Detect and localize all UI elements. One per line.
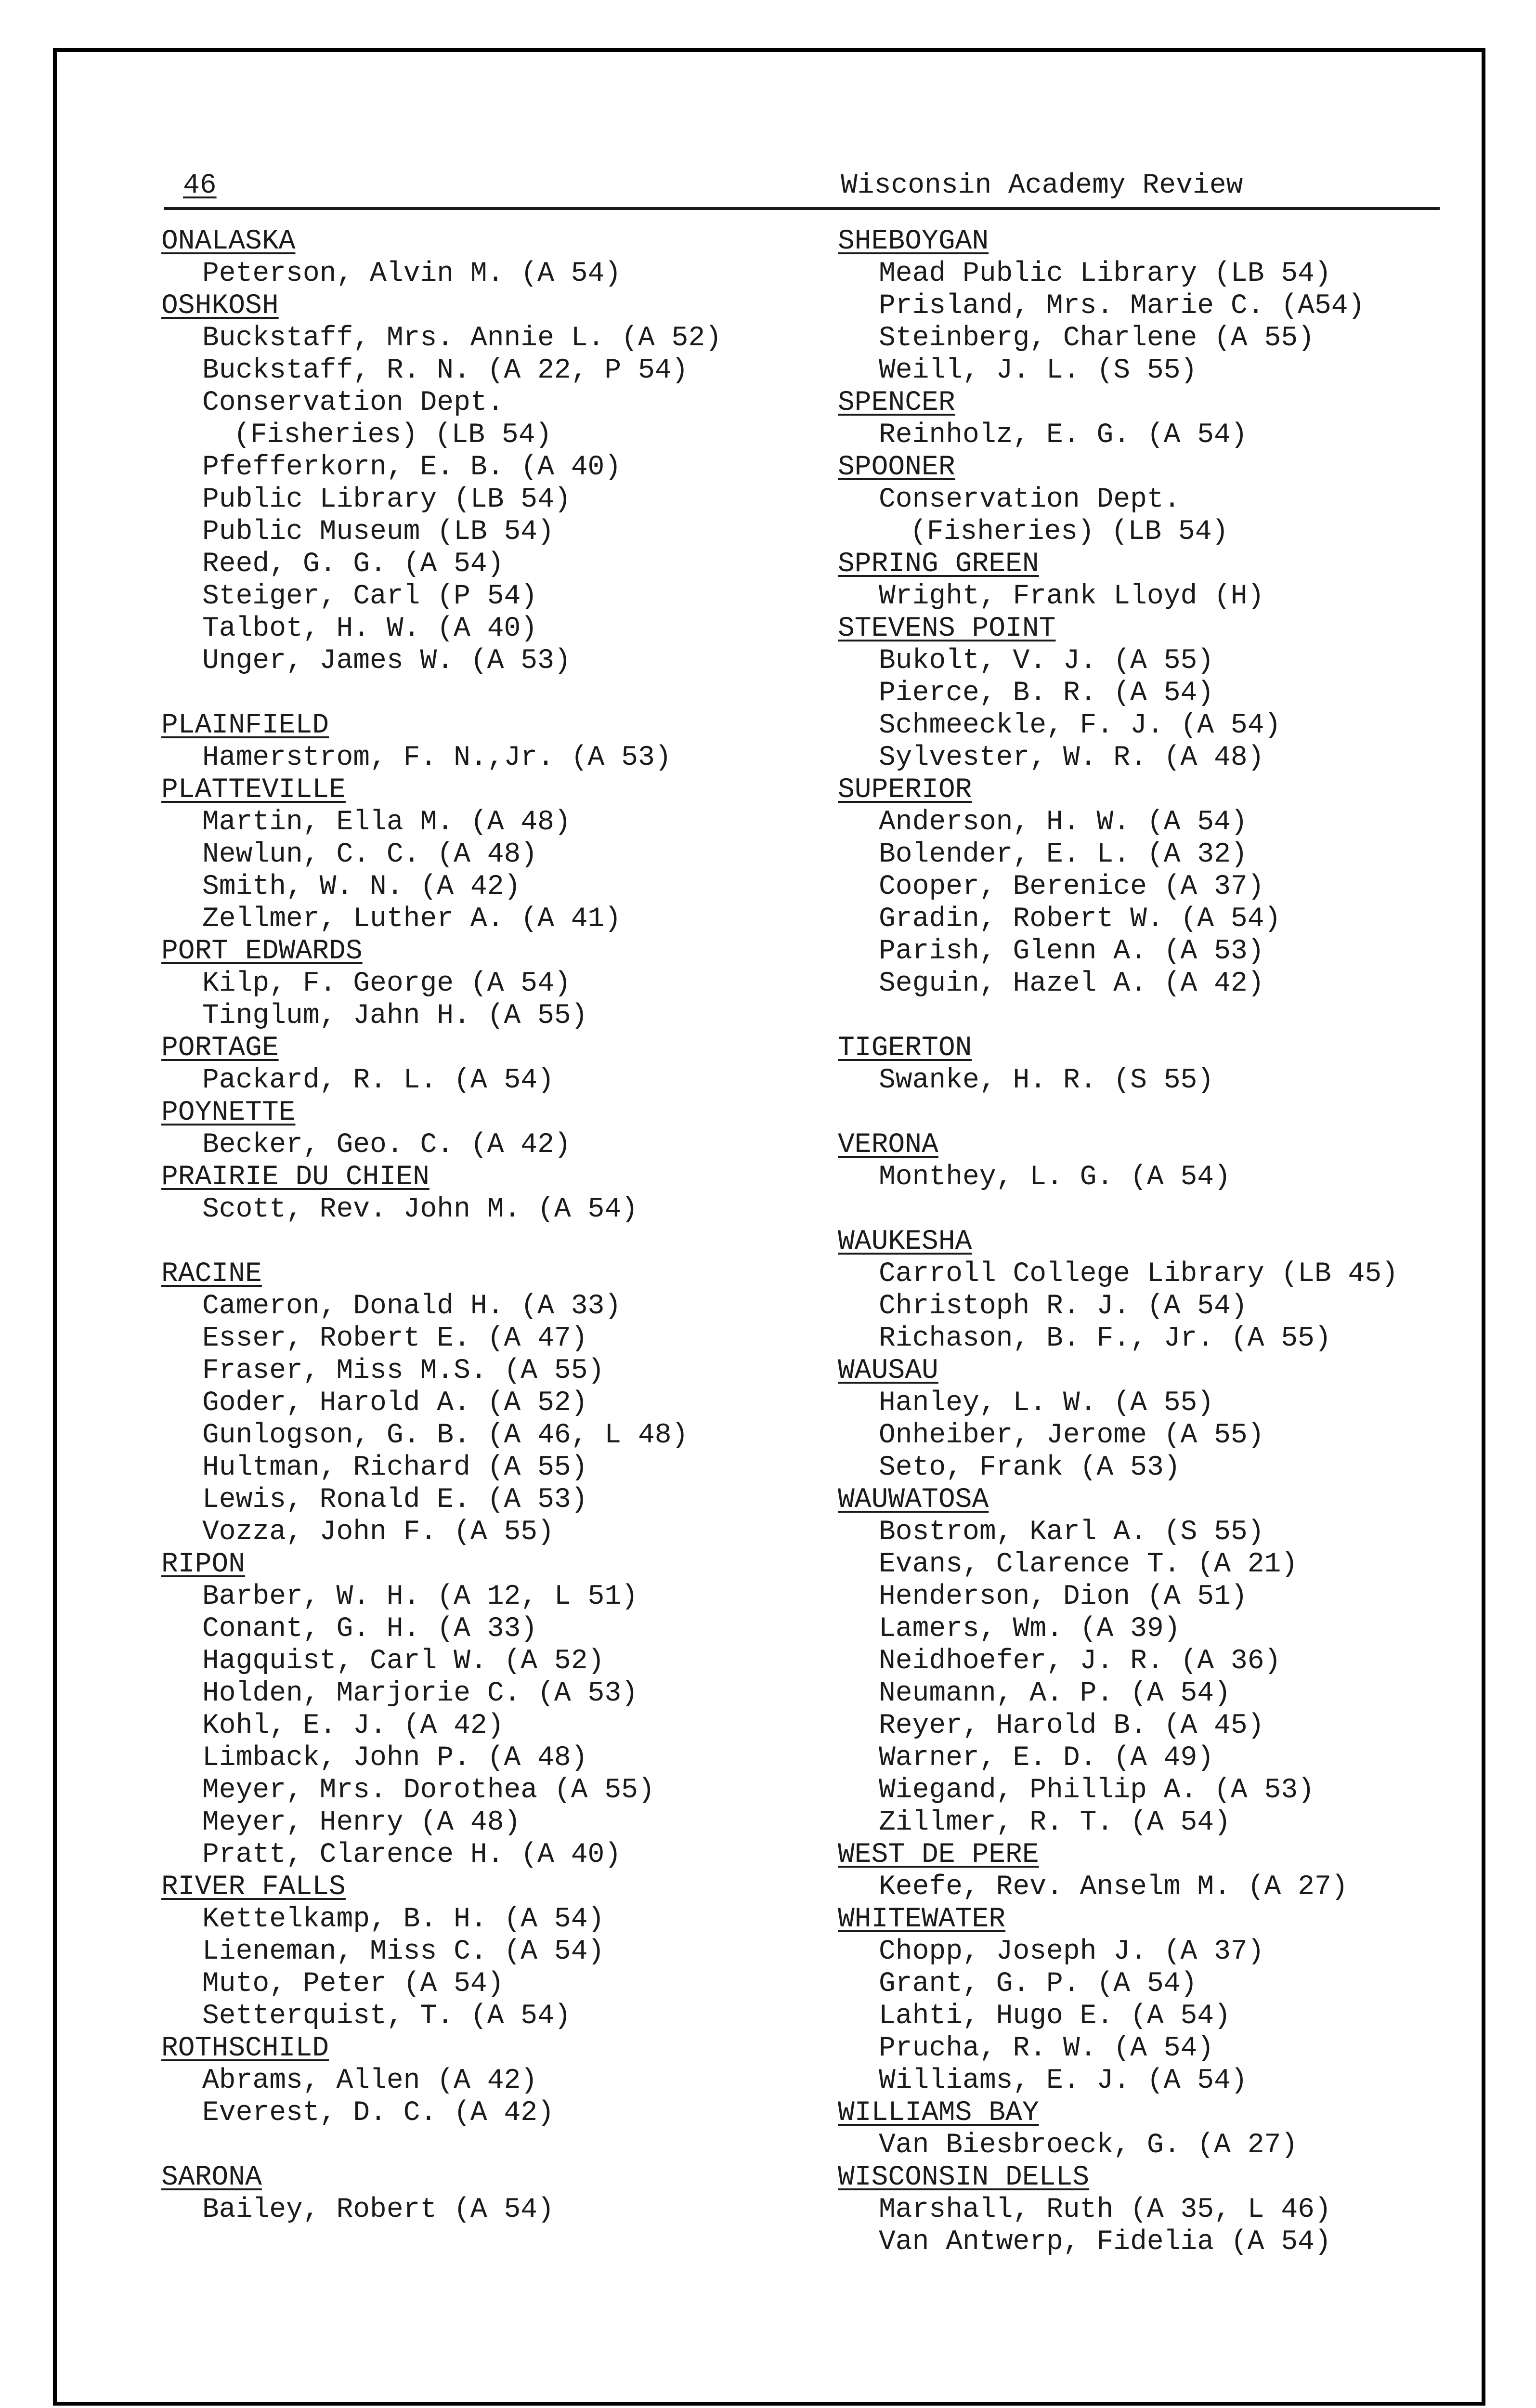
member-entry-line (161, 1581, 797, 1613)
member-entry: Goder, Harold A. (A 52) (202, 1387, 588, 1419)
member-entry-line (838, 968, 1473, 1000)
place-heading-line (838, 387, 1473, 419)
member-entry-line (838, 354, 1473, 387)
member-entry: Warner, E. D. (A 49) (879, 1742, 1214, 1774)
page-number: 46 (183, 170, 217, 201)
member-entry-line (838, 1548, 1473, 1581)
member-entry-line (161, 354, 797, 387)
place-heading-line (161, 1548, 797, 1581)
member-entry: Pratt, Clarence H. (A 40) (202, 1839, 622, 1871)
member-entry: Keefe, Rev. Anselm M. (A 27) (879, 1871, 1348, 1903)
member-entry-line (161, 1355, 797, 1387)
member-entry-line (161, 2065, 797, 2097)
member-entry-line (838, 709, 1473, 742)
member-entry-line (161, 258, 797, 290)
member-entry-line (838, 806, 1473, 838)
member-entry-line (838, 1968, 1473, 2000)
member-entry: Swanke, H. R. (S 55) (879, 1065, 1214, 1096)
place-heading: SPOONER (838, 452, 955, 483)
member-entry: Reinholz, E. G. (A 54) (879, 419, 1248, 451)
member-entry-line (161, 1774, 797, 1806)
place-heading: SPRING GREEN (838, 549, 1039, 580)
member-entry: Public Museum (LB 54) (202, 516, 554, 548)
member-entry: Conant, G. H. (A 33) (202, 1613, 538, 1645)
member-entry: Lieneman, Miss C. (A 54) (202, 1936, 605, 1967)
place-heading: WAUKESHA (838, 1226, 972, 1257)
member-entry-line (838, 2129, 1473, 2161)
member-entry-line (838, 2000, 1473, 2032)
member-entry: Sylvester, W. R. (A 48) (879, 742, 1264, 773)
member-entry-line (838, 1742, 1473, 1774)
member-entry: Onheiber, Jerome (A 55) (879, 1420, 1264, 1451)
member-entry: Conservation Dept. (879, 484, 1181, 515)
member-entry-line (838, 838, 1473, 871)
member-entry: Zellmer, Luther A. (A 41) (202, 903, 622, 935)
place-heading: WAUSAU (838, 1355, 938, 1387)
member-entry: Becker, Geo. C. (A 42) (202, 1129, 571, 1161)
member-entry: Steiger, Carl (P 54) (202, 581, 538, 612)
place-heading: STEVENS POINT (838, 613, 1056, 644)
place-heading-line (838, 1484, 1473, 1516)
member-entry: Scott, Rev. John M. (A 54) (202, 1194, 638, 1225)
place-heading-line (838, 1903, 1473, 1936)
member-entry-line (838, 1581, 1473, 1613)
member-entry: Carroll College Library (LB 45) (879, 1258, 1398, 1290)
member-entry: Wright, Frank Lloyd (H) (879, 581, 1264, 612)
member-entry: Bailey, Robert (A 54) (202, 2194, 554, 2225)
member-entry: Van Biesbroeck, G. (A 27) (879, 2130, 1298, 2161)
place-heading-line (161, 1258, 797, 1290)
member-entry-line (161, 451, 797, 484)
member-entry-line (161, 484, 797, 516)
member-entry: Seguin, Hazel A. (A 42) (879, 968, 1264, 999)
place-heading-line (838, 774, 1473, 806)
member-entry-line (838, 871, 1473, 903)
member-entry-line (161, 613, 797, 645)
member-entry: Martin, Ella M. (A 48) (202, 807, 571, 838)
member-entry-line (161, 1839, 797, 1871)
member-entry: Wiegand, Phillip A. (A 53) (879, 1775, 1315, 1806)
member-entry-line (838, 742, 1473, 774)
place-heading: WHITEWATER (838, 1904, 1006, 1935)
member-entry-line (161, 1516, 797, 1548)
member-entry: Lahti, Hugo E. (A 54) (879, 2001, 1231, 2032)
member-entry: Marshall, Ruth (A 35, L 46) (879, 2194, 1331, 2225)
place-heading: PORTAGE (161, 1033, 279, 1064)
member-entry: Tinglum, Jahn H. (A 55) (202, 1000, 588, 1032)
member-entry-line (838, 1710, 1473, 1742)
member-entry: Conservation Dept. (202, 387, 504, 419)
running-title: Wisconsin Academy Review (841, 170, 1243, 201)
member-entry-line (838, 419, 1473, 451)
member-entry: Steinberg, Charlene (A 55) (879, 323, 1315, 354)
member-entry: Esser, Robert E. (A 47) (202, 1323, 588, 1354)
member-entry: Schmeeckle, F. J. (A 54) (879, 710, 1281, 741)
member-entry: Muto, Peter (A 54) (202, 1968, 504, 2000)
page-header (164, 162, 1440, 210)
spacer (838, 1193, 1473, 1226)
member-entry-line (161, 1936, 797, 1968)
place-heading: PORT EDWARDS (161, 936, 363, 967)
place-heading: PLAINFIELD (161, 710, 329, 741)
member-entry: Buckstaff, R. N. (A 22, P 54) (202, 355, 689, 386)
member-entry: Vozza, John F. (A 55) (202, 1517, 554, 1548)
member-entry: Fraser, Miss M.S. (A 55) (202, 1355, 605, 1387)
place-heading-line (838, 548, 1473, 580)
place-heading-line (161, 709, 797, 742)
member-entry: Parish, Glenn A. (A 53) (879, 936, 1264, 967)
member-entry-line (838, 290, 1473, 322)
member-entry: Zillmer, R. T. (A 54) (879, 1807, 1231, 1838)
place-heading-line (838, 1355, 1473, 1387)
member-entry: Abrams, Allen (A 42) (202, 2065, 538, 2096)
place-heading: SHEBOYGAN (838, 226, 989, 257)
member-entry-line (838, 1645, 1473, 1677)
member-entry: Hamerstrom, F. N.,Jr. (A 53) (202, 742, 672, 773)
member-entry-line (161, 1484, 797, 1516)
member-entry: Reyer, Harold B. (A 45) (879, 1710, 1264, 1741)
member-entry: Kettelkamp, B. H. (A 54) (202, 1904, 605, 1935)
member-entry-line (161, 1129, 797, 1161)
member-entry-line (838, 645, 1473, 677)
member-entry: Weill, J. L. (S 55) (879, 355, 1198, 386)
member-entry: Prucha, R. W. (A 54) (879, 2033, 1214, 2064)
member-entry: Mead Public Library (LB 54) (879, 258, 1331, 289)
member-entry-line (838, 1290, 1473, 1322)
member-entry: Hagquist, Carl W. (A 52) (202, 1646, 605, 1677)
member-entry-line (161, 419, 797, 451)
member-entry-line (161, 1290, 797, 1322)
place-heading-line (161, 2032, 797, 2065)
place-heading: SPENCER (838, 387, 955, 419)
member-entry-line (838, 1419, 1473, 1452)
member-entry-line (161, 1322, 797, 1355)
member-entry-line (838, 1774, 1473, 1806)
member-entry-line (838, 1452, 1473, 1484)
place-heading: SUPERIOR (838, 774, 972, 806)
member-entry-line (161, 1710, 797, 1742)
member-entry-line (161, 1968, 797, 2000)
place-heading-line (838, 613, 1473, 645)
member-entry: Meyer, Henry (A 48) (202, 1807, 521, 1838)
place-heading-line (838, 1226, 1473, 1258)
member-entry: Cameron, Donald H. (A 33) (202, 1291, 622, 1322)
spacer (838, 1097, 1473, 1129)
place-heading-line (161, 774, 797, 806)
spacer (161, 2129, 797, 2161)
member-entry: Neidhoefer, J. R. (A 36) (879, 1646, 1281, 1677)
member-entry: Setterquist, T. (A 54) (202, 2001, 571, 2032)
place-heading-line (161, 1097, 797, 1129)
member-entry-line (838, 2065, 1473, 2097)
member-entry-line (838, 1387, 1473, 1419)
place-heading: SARONA (161, 2162, 262, 2193)
member-entry: Holden, Marjorie C. (A 53) (202, 1678, 638, 1709)
member-entry: Richason, B. F., Jr. (A 55) (879, 1323, 1331, 1354)
member-entry: Newlun, C. C. (A 48) (202, 839, 538, 870)
place-heading-line (838, 2097, 1473, 2129)
place-heading-line (161, 1032, 797, 1064)
member-entry: Peterson, Alvin M. (A 54) (202, 258, 622, 289)
member-entry-line (161, 742, 797, 774)
member-entry-line (161, 1903, 797, 1936)
place-heading: RACINE (161, 1258, 262, 1290)
member-entry-line (161, 1000, 797, 1032)
member-entry: Neumann, A. P. (A 54) (879, 1678, 1231, 1709)
place-heading: PRAIRIE DU CHIEN (161, 1162, 430, 1193)
member-entry: Kilp, F. George (A 54) (202, 968, 571, 999)
member-entry-line (161, 2097, 797, 2129)
member-entry: Grant, G. P. (A 54) (879, 1968, 1198, 2000)
place-heading-line (161, 935, 797, 968)
member-entry: Talbot, H. W. (A 40) (202, 613, 538, 644)
member-entry: Cooper, Berenice (A 37) (879, 871, 1264, 903)
member-entry: Monthey, L. G. (A 54) (879, 1162, 1231, 1193)
member-entry: Anderson, H. W. (A 54) (879, 807, 1248, 838)
member-entry: Pfefferkorn, E. B. (A 40) (202, 452, 622, 483)
member-entry-line (161, 2000, 797, 2032)
member-entry-line (838, 1806, 1473, 1839)
place-heading-line (838, 1129, 1473, 1161)
member-entry-line (838, 516, 1473, 548)
place-heading: RIVER FALLS (161, 1871, 346, 1903)
place-heading-line (838, 451, 1473, 484)
left-column (161, 225, 797, 2226)
member-entry: Bukolt, V. J. (A 55) (879, 645, 1214, 677)
member-entry-line (838, 903, 1473, 935)
place-heading-line (161, 225, 797, 258)
member-entry: Gunlogson, G. B. (A 46, L 48) (202, 1420, 689, 1451)
place-heading: POYNETTE (161, 1097, 296, 1128)
place-heading: OSHKOSH (161, 290, 279, 322)
member-entry: Limback, John P. (A 48) (202, 1742, 588, 1774)
member-entry: Prisland, Mrs. Marie C. (A54) (879, 290, 1365, 322)
member-entry: Lewis, Ronald E. (A 53) (202, 1484, 588, 1516)
place-heading-line (838, 225, 1473, 258)
member-entry: Bostrom, Karl A. (S 55) (879, 1517, 1264, 1548)
member-entry-line (838, 1613, 1473, 1645)
member-entry-line (838, 2194, 1473, 2226)
member-entry: Buckstaff, Mrs. Annie L. (A 52) (202, 323, 722, 354)
member-entry-line (838, 1258, 1473, 1290)
member-entry: Smith, W. N. (A 42) (202, 871, 521, 903)
member-entry-line (161, 1387, 797, 1419)
spacer (161, 1226, 797, 1258)
member-entry-line (161, 1419, 797, 1452)
member-entry: Unger, James W. (A 53) (202, 645, 571, 677)
place-heading-line (838, 1839, 1473, 1871)
place-heading: VERONA (838, 1129, 938, 1161)
member-entry-line (838, 1064, 1473, 1097)
member-entry: Henderson, Dion (A 51) (879, 1581, 1248, 1612)
member-entry-line (161, 387, 797, 419)
member-entry-line (838, 1677, 1473, 1710)
member-entry: Chopp, Joseph J. (A 37) (879, 1936, 1264, 1967)
member-entry: Kohl, E. J. (A 42) (202, 1710, 504, 1741)
member-entry-line (161, 903, 797, 935)
member-entry-line (838, 258, 1473, 290)
spacer (161, 677, 797, 709)
place-heading: RIPON (161, 1549, 246, 1580)
place-heading-line (161, 290, 797, 322)
member-entry-line (161, 1677, 797, 1710)
member-entry-line (838, 1161, 1473, 1193)
member-entry-line (161, 548, 797, 580)
place-heading-line (838, 1032, 1473, 1064)
place-heading: WAUWATOSA (838, 1484, 989, 1516)
member-entry: Hultman, Richard (A 55) (202, 1452, 588, 1483)
member-entry-line (838, 1936, 1473, 1968)
member-entry: Barber, W. H. (A 12, L 51) (202, 1581, 638, 1612)
member-entry: Meyer, Mrs. Dorothea (A 55) (202, 1775, 655, 1806)
member-entry-line (161, 2194, 797, 2226)
member-entry-continuation: (Fisheries) (LB 54) (910, 516, 1229, 548)
member-entry-line (161, 1645, 797, 1677)
member-entry: Evans, Clarence T. (A 21) (879, 1549, 1298, 1580)
member-entry-line (838, 484, 1473, 516)
member-entry: Van Antwerp, Fidelia (A 54) (879, 2226, 1331, 2258)
member-entry-line (838, 322, 1473, 354)
place-heading-line (161, 1161, 797, 1193)
member-entry-line (161, 1806, 797, 1839)
member-entry-line (161, 1064, 797, 1097)
member-entry: Williams, E. J. (A 54) (879, 2065, 1248, 2096)
member-entry: Reed, G. G. (A 54) (202, 549, 504, 580)
member-entry-line (838, 1516, 1473, 1548)
member-entry-continuation: (Fisheries) (LB 54) (234, 419, 552, 451)
member-entry-line (161, 516, 797, 548)
member-entry-line (161, 322, 797, 354)
member-entry-line (161, 871, 797, 903)
member-entry-line (161, 838, 797, 871)
member-entry-line (838, 2032, 1473, 2065)
header-rule (164, 207, 1440, 210)
member-entry-line (161, 1742, 797, 1774)
place-heading: PLATTEVILLE (161, 774, 346, 806)
member-entry-line (161, 1613, 797, 1645)
member-entry-line (161, 580, 797, 613)
place-heading: ROTHSCHILD (161, 2033, 329, 2064)
member-entry-line (838, 1322, 1473, 1355)
member-entry-line (838, 935, 1473, 968)
member-entry-line (161, 645, 797, 677)
right-column (838, 225, 1473, 2258)
place-heading-line (161, 1871, 797, 1903)
member-entry-line (161, 1193, 797, 1226)
member-entry-line (838, 580, 1473, 613)
place-heading-line (838, 2161, 1473, 2194)
member-entry-line (838, 677, 1473, 709)
spacer (838, 1000, 1473, 1032)
member-entry: Everest, D. C. (A 42) (202, 2097, 554, 2129)
member-entry: Hanley, L. W. (A 55) (879, 1387, 1214, 1419)
member-entry: Pierce, B. R. (A 54) (879, 678, 1214, 709)
member-entry-line (838, 1871, 1473, 1903)
member-entry: Seto, Frank (A 53) (879, 1452, 1181, 1483)
member-entry-line (161, 968, 797, 1000)
member-entry-line (161, 806, 797, 838)
member-entry-line (838, 2226, 1473, 2258)
place-heading: TIGERTON (838, 1033, 972, 1064)
place-heading: WISCONSIN DELLS (838, 2162, 1090, 2193)
place-heading: WEST DE PERE (838, 1839, 1039, 1871)
member-entry: Public Library (LB 54) (202, 484, 571, 515)
member-entry: Packard, R. L. (A 54) (202, 1065, 554, 1096)
member-entry-line (161, 1452, 797, 1484)
place-heading-line (161, 2161, 797, 2194)
member-entry: Lamers, Wm. (A 39) (879, 1613, 1181, 1645)
member-entry: Bolender, E. L. (A 32) (879, 839, 1248, 870)
member-entry: Christoph R. J. (A 54) (879, 1291, 1248, 1322)
member-entry: Gradin, Robert W. (A 54) (879, 903, 1281, 935)
place-heading: ONALASKA (161, 226, 296, 257)
place-heading: WILLIAMS BAY (838, 2097, 1039, 2129)
